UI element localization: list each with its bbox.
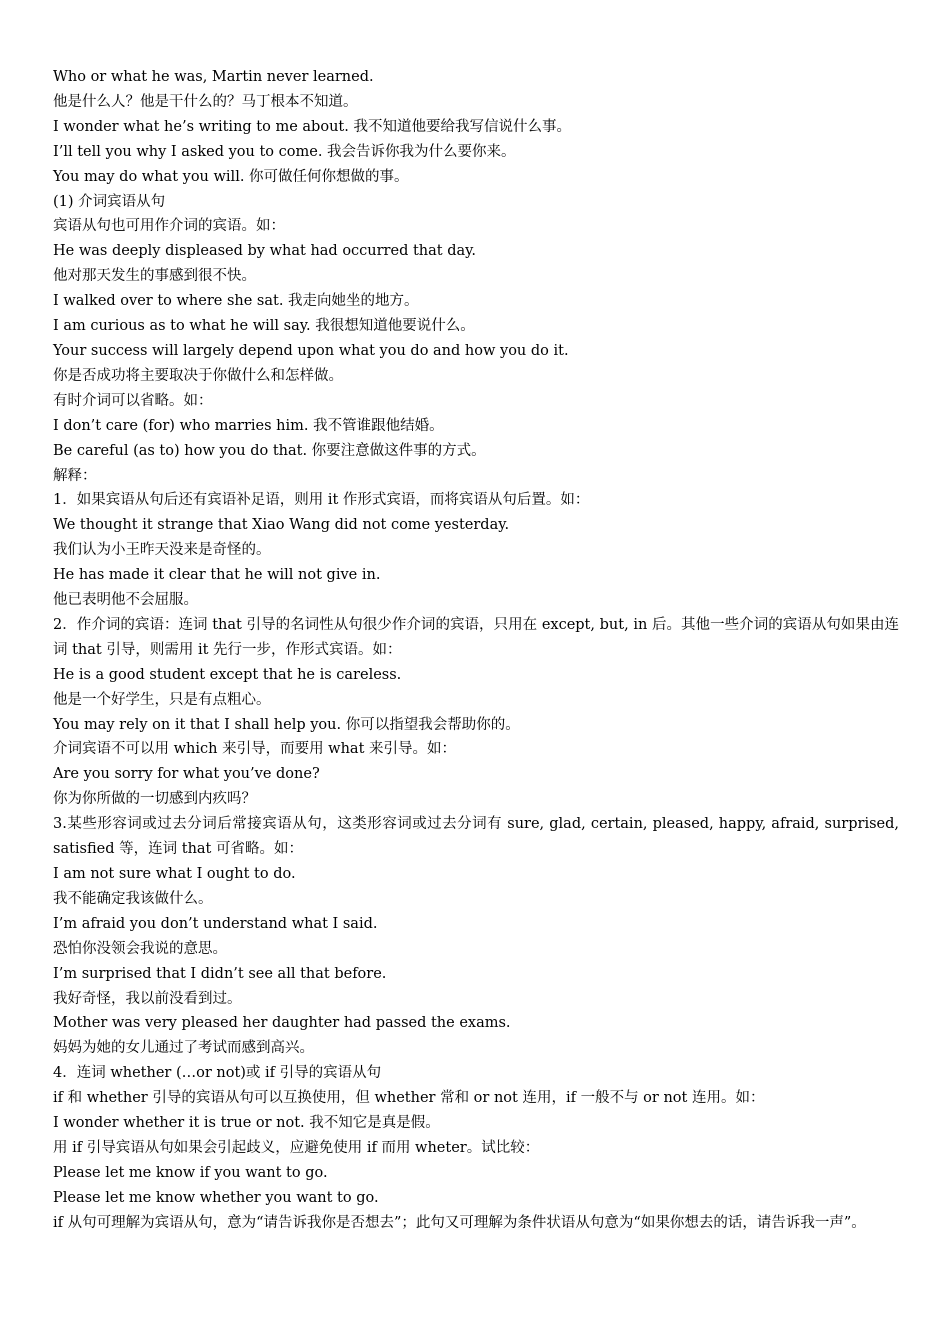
text-line: 你为你所做的一切感到内疚吗？ <box>53 791 256 808</box>
text-line: 4．连词 whether (…or not)或 if 引导的宾语从句 <box>53 1065 382 1082</box>
text-line: 我们认为小王昨天没来是奇怪的。 <box>53 542 271 559</box>
text-line: I’m surprised that I didn’t see all that before. <box>53 965 387 982</box>
text-line: 恐怕你没领会我说的意思。 <box>53 940 227 957</box>
text-paragraph: 3.某些形容词或过去分词后常接宾语从句，这类形容词或过去分词有 sure, glad, certain, pleased, happy, afraid, surprised, satisfied 等，连词 that 可省略。如： <box>53 816 899 858</box>
text-line: 宾语从句也可用作介词的宾语。如： <box>53 218 285 235</box>
text-line: Are you sorry for what you’ve done? <box>53 766 320 783</box>
text-line: I am not sure what I ought to do. <box>53 866 296 882</box>
text-line: 有时介词可以省略。如： <box>53 392 213 409</box>
text-line: I don’t care (for) who marries him. 我不管谁跟他结婚。 <box>53 417 444 434</box>
text-paragraph: 2．作介词的宾语：连词 that 引导的名词性从句很少作介词的宾语，只用在 except, but, in 后。其他一些介词的宾语从句如果由连词 that 引导，则需用 it 先行一步，作形式宾语。如： <box>53 616 899 658</box>
text-line: 我不能确定我该做什么。 <box>53 890 213 907</box>
text-line: I’ll tell you why I asked you to come. 我会告诉你我为什么要你来。 <box>53 143 516 160</box>
text-line: I walked over to where she sat. 我走向她坐的地方。 <box>53 293 419 310</box>
text-line: 用 if 引导宾语从句如果会引起歧义，应避免使用 if 而用 wheter。试比较： <box>53 1139 540 1156</box>
text-line: I am curious as to what he will say. 我很想知道他要说什么。 <box>53 318 475 335</box>
text-line: 他是一个好学生，只是有点粗心。 <box>53 691 271 708</box>
text-paragraph: if 从句可理解为宾语从句，意为“请告诉我你是否想去”；此句又可理解为条件状语从句意为“如果你想去的话，请告诉我一声”。 <box>53 1214 866 1231</box>
text-line: I’m afraid you don’t understand what I said. <box>53 915 378 932</box>
text-line: 他对那天发生的事感到很不快。 <box>53 268 256 285</box>
section-heading: (1) 介词宾语从句 <box>53 193 166 210</box>
text-line: He has made it clear that he will not give in. <box>53 567 381 584</box>
section-heading: 解释： <box>53 467 97 484</box>
document-body <box>53 65 899 1236</box>
text-line: He was deeply displeased by what had occurred that day. <box>53 243 477 260</box>
text-line: Please let me know whether you want to go. <box>53 1189 379 1206</box>
text-line: He is a good student except that he is careless. <box>53 666 402 683</box>
text-line: Be careful (as to) how you do that. 你要注意做这件事的方式。 <box>53 442 486 459</box>
text-line: You may do what you will. 你可做任何你想做的事。 <box>53 168 409 185</box>
text-line: 他是什么人？他是干什么的？马丁根本不知道。 <box>53 93 358 110</box>
text-line: 介词宾语不可以用 which 来引导，而要用 what 来引导。如： <box>53 741 457 758</box>
text-line: Mother was very pleased her daughter had passed the exams. <box>53 1015 511 1032</box>
text-line: I wonder what he’s writing to me about. 我不知道他要给我写信说什么事。 <box>53 118 571 135</box>
text-line: Your success will largely depend upon what you do and how you do it. <box>53 342 569 359</box>
text-line: if 和 whether 引导的宾语从句可以互换使用，但 whether 常和 or not 连用，if 一般不与 or not 连用。如： <box>53 1090 765 1107</box>
text-line: 他已表明他不会屈服。 <box>53 592 198 609</box>
text-line: 1．如果宾语从句后还有宾语补足语，则用 it 作形式宾语，而将宾语从句后置。如： <box>53 492 590 509</box>
text-line: I wonder whether it is true or not. 我不知它是真是假。 <box>53 1115 440 1132</box>
text-line: Who or what he was, Martin never learned. <box>53 69 374 85</box>
text-line: Please let me know if you want to go. <box>53 1164 328 1181</box>
text-line: You may rely on it that I shall help you. 你可以指望我会帮助你的。 <box>53 716 520 733</box>
text-line: We thought it strange that Xiao Wang did not come yesterday. <box>53 517 510 534</box>
text-line: 妈妈为她的女儿通过了考试而感到高兴。 <box>53 1040 314 1057</box>
text-line: 我好奇怪，我以前没看到过。 <box>53 990 242 1007</box>
text-line: 你是否成功将主要取决于你做什么和怎样做。 <box>53 367 343 384</box>
